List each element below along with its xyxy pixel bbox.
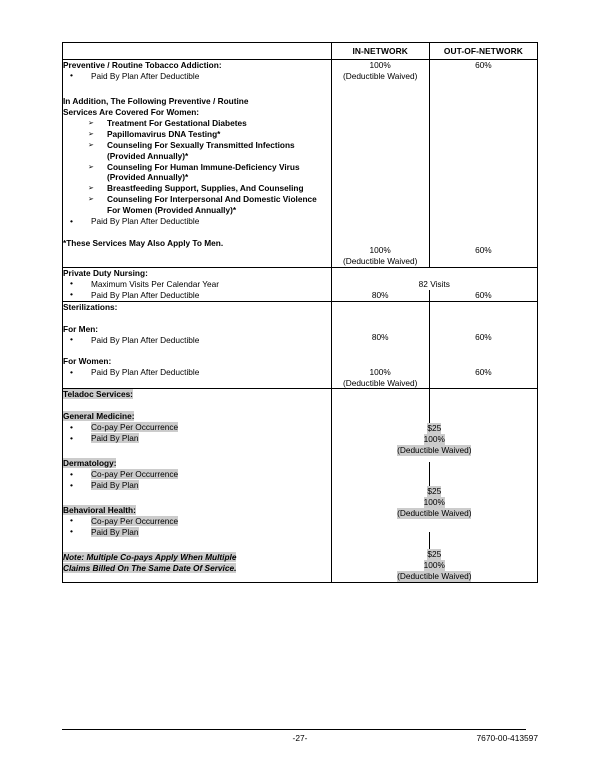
cell-sterilizations-in-network <box>331 301 429 389</box>
benefits-summary-table <box>62 42 538 583</box>
bullet-list-sterilization-women <box>63 367 331 378</box>
list-item-text: Co-pay Per Occurrence <box>91 469 179 480</box>
list-item <box>63 422 331 433</box>
table-row <box>63 301 538 389</box>
cell-preventive-in-network <box>331 60 429 268</box>
section-title-teladoc <box>63 389 331 400</box>
header-cell-description <box>63 43 332 60</box>
value-gm-copay: $25 <box>427 423 442 434</box>
value-women-in-network: 100% <box>369 244 391 255</box>
value-pdn-in-network: 80% <box>371 289 389 300</box>
cell-sterilizations-out-of-network <box>429 301 537 389</box>
bullet-list-women-preventive <box>63 216 331 227</box>
list-item <box>63 516 331 527</box>
value-sterilization-women-in-network: 100% <box>369 366 391 377</box>
list-item: ➢ Counseling For Sexually Transmitted Infections (Provided Annually)* <box>63 140 331 162</box>
section-title-private-duty-nursing: Private Duty Nursing: <box>63 267 148 278</box>
value-bh-note: (Deductible Waived) <box>397 570 472 581</box>
list-item: ➢ Breastfeeding Support, Supplies, And Counseling <box>63 183 331 194</box>
section-intro-women-line2: Services Are Covered For Women: <box>63 106 200 117</box>
note-line1-text: Note: Multiple Co-pays Apply When Multiple <box>63 551 237 562</box>
spacer <box>63 491 331 505</box>
value-tobacco-out-of-network: 60% <box>475 60 492 70</box>
subsection-title-for-women: For Women: <box>63 356 112 367</box>
table-row <box>63 267 538 289</box>
teladoc-value-dermatology <box>332 486 537 519</box>
list-item: • Paid By Plan After Deductible <box>63 335 331 346</box>
subsection-title-for-men: For Men: <box>63 323 99 334</box>
value-tobacco-in-network-note: (Deductible Waived) <box>342 70 418 81</box>
list-item <box>63 433 331 444</box>
cell-preventive-description <box>63 60 332 268</box>
bullet-list-pdn-paid <box>63 290 331 301</box>
subsection-title-behavioral-health <box>63 505 331 516</box>
list-item: ➢ Papillomavirus DNA Testing* <box>63 129 331 140</box>
value-bh-paid: 100% <box>423 560 445 570</box>
note-multiple-copays-line2 <box>63 563 331 574</box>
table-header-row <box>63 43 538 60</box>
subsection-title-general-medicine <box>63 411 331 422</box>
cell-teladoc-description <box>63 389 332 582</box>
list-item: ➢ Treatment For Gestational Diabetes <box>63 118 331 129</box>
note-line2-text: Claims Billed On The Same Date Of Service. <box>63 562 237 573</box>
value-derm-paid: 100% <box>423 497 445 508</box>
value-sterilization-women-out-of-network: 60% <box>475 366 492 377</box>
spacer <box>63 313 331 324</box>
header-cell-out-of-network: OUT-OF-NETWORK <box>429 43 537 60</box>
value-derm-note: (Deductible Waived) <box>397 508 472 519</box>
spacer <box>63 400 331 411</box>
value-gm-note: (Deductible Waived) <box>397 445 472 456</box>
cell-teladoc-values <box>331 389 537 582</box>
table-row <box>63 389 538 582</box>
spacer <box>63 227 331 238</box>
cell-sterilizations-description <box>63 301 332 389</box>
cell-preventive-out-of-network <box>429 60 537 268</box>
note-multiple-copays-line1 <box>63 552 331 563</box>
footer-page-number: -27- <box>292 733 308 743</box>
subsection-title-dermatology <box>63 458 331 469</box>
value-sterilization-women-in-network-note: (Deductible Waived) <box>342 377 418 388</box>
list-item-text: Co-pay Per Occurrence <box>91 422 179 433</box>
value-tobacco-in-network: 100% <box>369 60 391 70</box>
subsection-title-general-medicine-text: General Medicine: <box>63 411 135 422</box>
list-item: ➢ Counseling For Human Immune-Deficiency Virus (Provided Annually)* <box>63 162 331 184</box>
bullet-list-dermatology <box>63 469 331 491</box>
footnote-services-apply-to-men: *These Services May Also Apply To Men. <box>63 238 224 249</box>
table-row <box>63 290 538 301</box>
bullet-list-pdn-max-visits <box>63 279 331 290</box>
teladoc-value-behavioral-health <box>332 549 537 582</box>
teladoc-value-general-medicine <box>332 423 537 456</box>
list-item: • Paid By Plan After Deductible <box>63 71 331 82</box>
section-title-sterilizations: Sterilizations: <box>63 301 118 312</box>
section-intro-women-line1: In Addition, The Following Preventive / Routine <box>63 95 249 106</box>
bullet-list-sterilization-men <box>63 335 331 346</box>
cell-private-duty-nursing-title <box>63 267 332 289</box>
cell-pdn-in-network <box>331 290 429 301</box>
value-derm-copay: $25 <box>427 486 442 497</box>
cell-pdn-max-visits-value <box>331 267 537 289</box>
cell-pdn-out-of-network <box>429 290 537 301</box>
list-item-text: Co-pay Per Occurrence <box>91 515 179 526</box>
list-item <box>63 527 331 538</box>
section-title-teladoc-text: Teladoc Services: <box>63 389 133 400</box>
cell-pdn-paid-by-plan <box>63 290 332 301</box>
list-item: • Paid By Plan After Deductible <box>63 367 331 378</box>
list-item-text: Paid By Plan <box>91 526 139 537</box>
value-women-out-of-network: 60% <box>475 244 492 255</box>
value-sterilization-men-in-network: 80% <box>371 331 389 342</box>
bullet-list-tobacco <box>63 71 331 82</box>
subsection-title-behavioral-health-text: Behavioral Health: <box>63 505 136 515</box>
subsection-title-dermatology-text: Dermatology: <box>63 458 117 469</box>
value-pdn-max-visits: 82 Visits <box>418 278 450 289</box>
header-cell-in-network: IN-NETWORK <box>331 43 429 60</box>
list-item: • Paid By Plan After Deductible <box>63 290 331 301</box>
list-item: • Paid By Plan After Deductible <box>63 216 331 227</box>
bullet-list-general-medicine <box>63 422 331 444</box>
arrow-list-women-services <box>63 118 331 216</box>
value-pdn-out-of-network: 60% <box>475 289 492 300</box>
spacer <box>63 444 331 458</box>
list-item: • Maximum Visits Per Calendar Year <box>63 279 331 290</box>
table-row <box>63 60 538 268</box>
footer-divider <box>62 729 526 730</box>
list-item-text: Paid By Plan <box>91 433 139 444</box>
teladoc-column-divider-segment <box>429 389 430 423</box>
list-item <box>63 469 331 480</box>
list-item: ➢ Counseling For Interpersonal And Domestic Violence For Women (Provided Annually)* <box>63 194 331 216</box>
spacer <box>63 345 331 356</box>
value-gm-paid: 100% <box>423 434 445 445</box>
bullet-list-behavioral-health <box>63 516 331 538</box>
section-title-tobacco: Preventive / Routine Tobacco Addiction: <box>63 60 222 70</box>
spacer <box>63 82 331 96</box>
value-women-in-network-note: (Deductible Waived) <box>342 255 418 266</box>
value-bh-copay: $25 <box>427 549 442 560</box>
list-item <box>63 480 331 491</box>
value-sterilization-men-out-of-network: 60% <box>475 331 492 342</box>
footer-form-code: 7670-00-413597 <box>476 733 538 743</box>
list-item-text: Paid By Plan <box>91 480 139 491</box>
spacer <box>63 538 331 552</box>
